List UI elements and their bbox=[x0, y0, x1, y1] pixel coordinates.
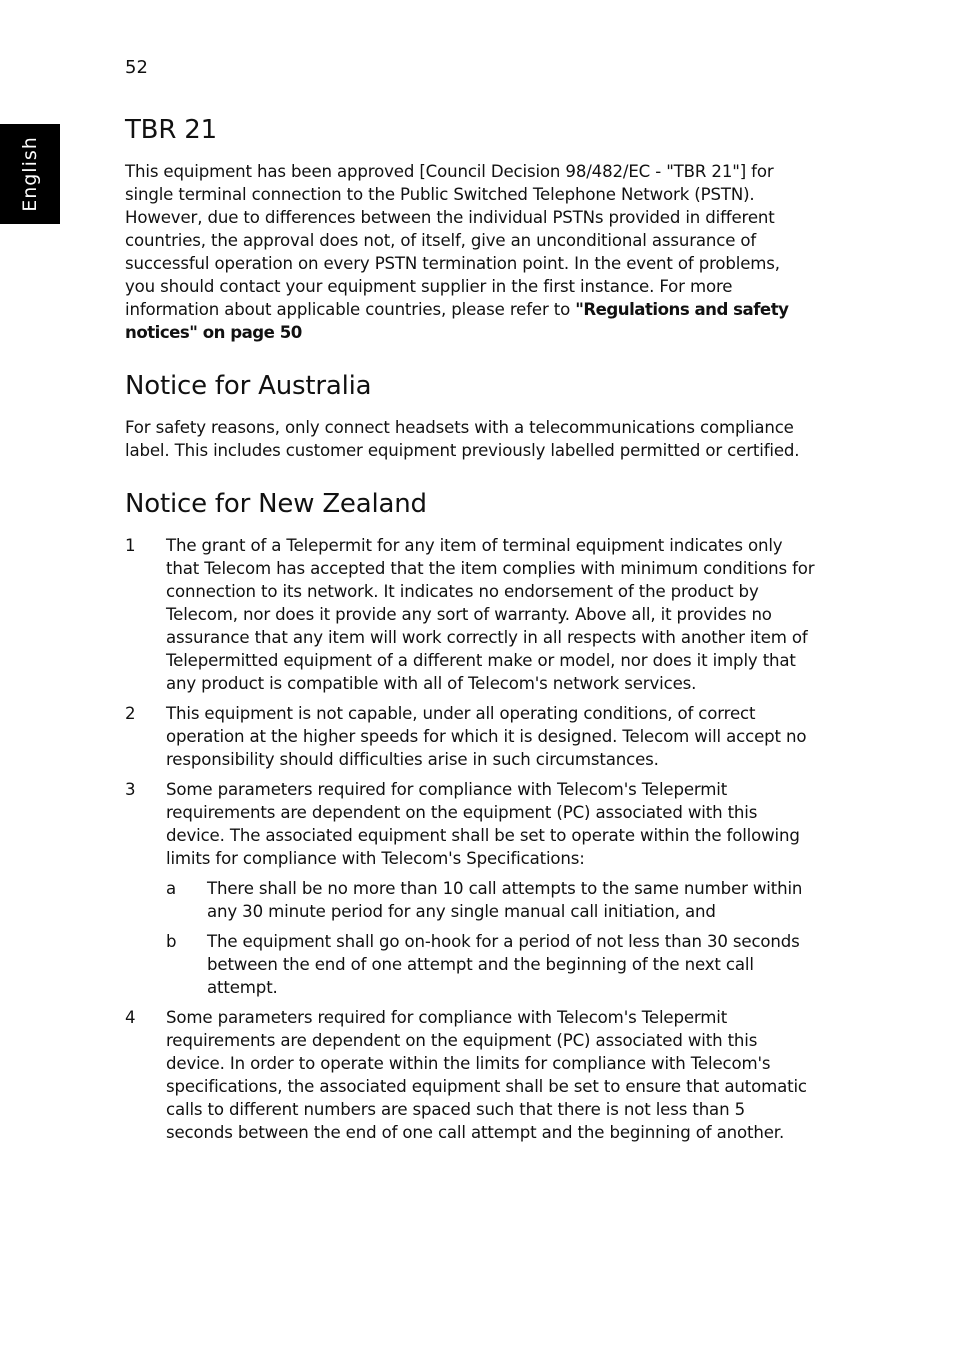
australia-section bbox=[125, 368, 815, 462]
list-item bbox=[125, 702, 815, 771]
sub-list-item-letter: b bbox=[166, 932, 177, 951]
page-number: 52 bbox=[125, 57, 148, 78]
sub-list-item-text: There shall be no more than 10 call attempts to the same number within any 30 minute period for any single manual call initiation, and bbox=[207, 879, 803, 921]
australia-heading: Notice for Australia bbox=[125, 371, 372, 401]
tbr21-body-text: This equipment has been approved [Council Decision 98/482/EC - "TBR 21"] for single terminal connection to the Public Switched Telephone Network (PSTN). However, due to differences between the individual PSTNs provided in different countries, the approval does not, of itself, give an unconditional assurance of successful operation on every PSTN termination point. In the event of problems, you should contact your equipment supplier in the first instance. For more information about applicable countries, please refer to bbox=[125, 162, 780, 319]
new-zealand-heading: Notice for New Zealand bbox=[125, 489, 427, 519]
new-zealand-section bbox=[125, 486, 815, 1144]
list-item-text: Some parameters required for compliance with Telecom's Telepermit requirements are dependent on the equipment (PC) associated with this device. The associated equipment shall be set to operate within the following limits for compliance with Telecom's Specifications: bbox=[166, 780, 800, 868]
list-item-number: 2 bbox=[125, 704, 136, 723]
sub-list-item-letter: a bbox=[166, 879, 177, 898]
list-item-text: Some parameters required for compliance with Telecom's Telepermit requirements are dependent on the equipment (PC) associated with this device. In order to operate within the limits for compliance with Telecom's specifications, the associated equipment shall be set to ensure that automatic calls to different numbers are spaced such that there is not less than 5 seconds between the end of one call attempt and the beginning of another. bbox=[166, 1008, 807, 1142]
list-item-text: The grant of a Telepermit for any item of terminal equipment indicates only that Telecom has accepted that the item complies with minimum conditions for connection to its network. It indicates no endorsement of the product by Telecom, nor does it provide any sort of warranty. Above all, it provides no assurance that any item will work correctly in all respects with another item of Telepermitted equipment of a different make or model, nor does it imply that any product is compatible with all of Telecom's network services. bbox=[166, 536, 815, 693]
tbr21-body bbox=[125, 160, 815, 344]
sub-list-item-text: The equipment shall go on-hook for a period of not less than 30 seconds between the end of one attempt and the beginning of the next call attempt. bbox=[207, 932, 800, 997]
list-item-number: 1 bbox=[125, 536, 136, 555]
list-item bbox=[125, 534, 815, 695]
tbr21-section bbox=[125, 112, 815, 344]
list-item-number: 3 bbox=[125, 780, 136, 799]
sub-list bbox=[166, 877, 815, 999]
page-content bbox=[125, 112, 815, 1168]
new-zealand-list bbox=[125, 534, 815, 1144]
sub-list-item bbox=[166, 877, 815, 923]
side-tab-label: English bbox=[19, 136, 41, 212]
regulations-cross-reference-link[interactable]: "Regulations and safety notices" on page 50 bbox=[125, 300, 789, 342]
language-side-tab bbox=[0, 124, 60, 224]
list-item-text: This equipment is not capable, under all operating conditions, of correct operation at the higher speeds for which it is designed. Telecom will accept no responsibility should difficulties arise in such circumstances. bbox=[166, 704, 807, 769]
list-item bbox=[125, 1006, 815, 1144]
tbr21-heading: TBR 21 bbox=[125, 115, 217, 145]
sub-list-item bbox=[166, 930, 815, 999]
list-item-number: 4 bbox=[125, 1008, 136, 1027]
list-item bbox=[125, 778, 815, 999]
australia-body: For safety reasons, only connect headsets with a telecommunications compliance label. This includes customer equipment previously labelled permitted or certified. bbox=[125, 418, 800, 460]
